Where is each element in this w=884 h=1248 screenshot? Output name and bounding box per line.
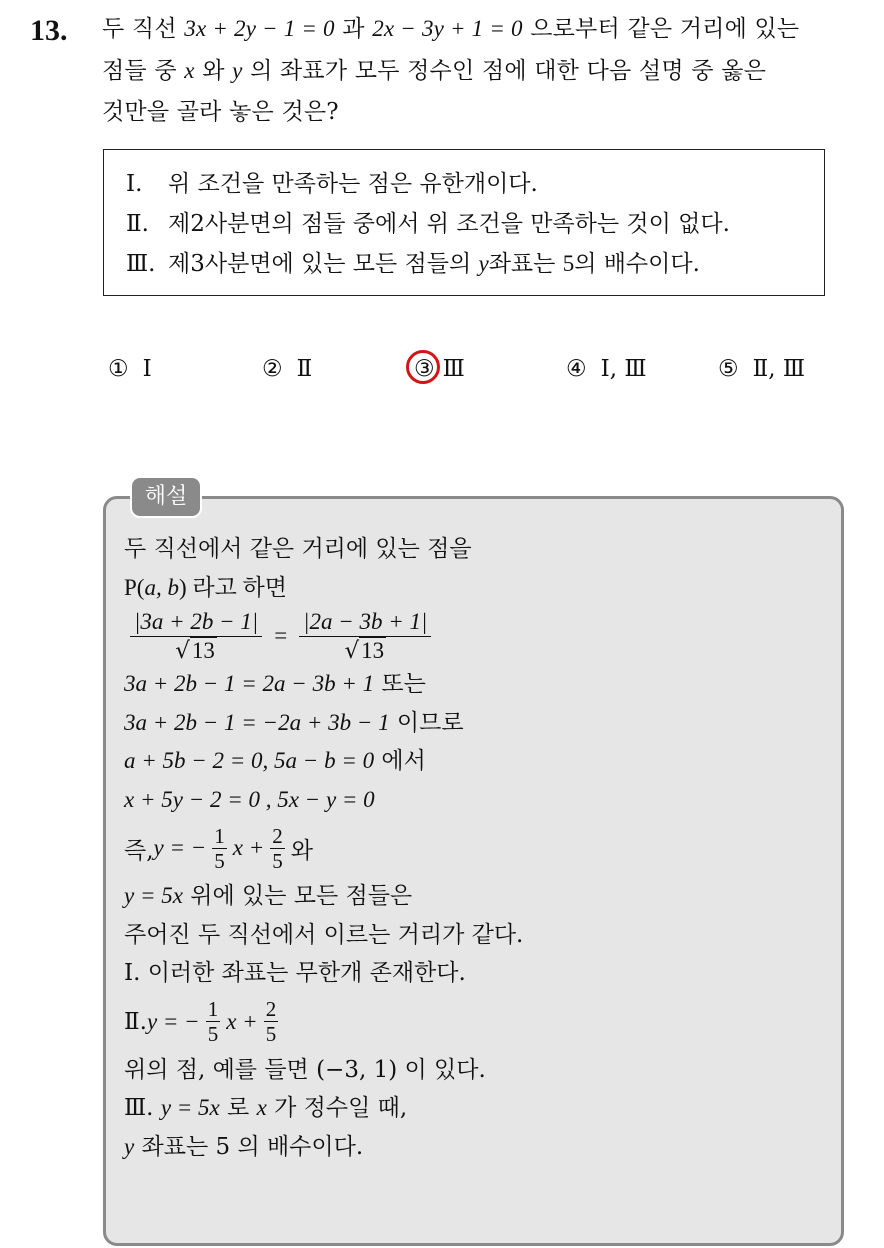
question-number: 13.	[30, 14, 68, 47]
solution-line: 즉, y = − $\frac{1}{5}$ x + $\frac{2}{5}$ 와	[124, 823, 313, 873]
solution-line: a + 5b − 2 = 0, 5a − b = 0 에서	[124, 748, 426, 774]
choice-5[interactable]: ⑤ Ⅱ, Ⅲ	[718, 356, 806, 382]
question-line-1: 두 직선 3x + 2y − 1 = 0 과 2x − 3y + 1 = 0 으로부터 같은 거리에 있는	[102, 16, 800, 42]
conditions-box	[103, 149, 825, 296]
solution-tag: 해설	[130, 476, 202, 518]
choice-3[interactable]: ③ Ⅲ	[414, 356, 465, 382]
condition-3: Ⅲ. 제3사분면에 있는 모든 점들의 y좌표는 5의 배수이다.	[126, 251, 700, 277]
solution-line: 두 직선에서 같은 거리에 있는 점을	[124, 536, 472, 562]
solution-line: 위의 점, 예를 들면 (−3, 1) 이 있다.	[124, 1056, 486, 1083]
solution-line: P(a, b) 라고 하면	[124, 574, 287, 600]
solution-line: y = 5x 위에 있는 모든 점들은	[124, 883, 413, 909]
answer-circle-mark	[406, 350, 440, 384]
question-line-3: 것만을 골라 놓은 것은?	[102, 99, 339, 125]
solution-line: Ⅰ. 이러한 좌표는 무한개 존재한다.	[124, 960, 466, 986]
solution-line: 3a + 2b − 1 = 2a − 3b + 1 또는	[124, 671, 426, 697]
solution-line: x + 5y − 2 = 0 , 5x − y = 0	[124, 786, 375, 812]
question-line-2: 점들 중 x 와 y 의 좌표가 모두 정수인 점에 대한 다음 설명 중 옳은	[102, 58, 767, 84]
solution-body	[124, 530, 824, 1166]
choice-2[interactable]: ② Ⅱ	[262, 356, 313, 382]
problem	[30, 8, 866, 133]
condition-1: Ⅰ. 위 조건을 만족하는 점은 유한개이다.	[126, 171, 538, 197]
solution-line: Ⅱ. y = − $\frac{1}{5}$ x + $\frac{2}{5}$	[124, 997, 277, 1046]
distance-equation: $\frac{|3a + 2b - 1|}{√13}$ = $\frac{|2a - 3b + 1|}{√13}$	[124, 607, 824, 665]
fraction-right: $\frac{|2a - 3b + 1|}{√13}$	[299, 608, 431, 665]
question-text	[102, 8, 866, 133]
answer-choices	[108, 356, 828, 396]
fraction-left: $\frac{|3a + 2b - 1|}{√13}$	[130, 608, 262, 665]
solution-line: 주어진 두 직선에서 이르는 거리가 같다.	[124, 921, 524, 948]
condition-2: Ⅱ. 제2사분면의 점들 중에서 위 조건을 만족하는 것이 없다.	[126, 211, 730, 237]
choice-4[interactable]: ④ Ⅰ, Ⅲ	[566, 356, 647, 382]
choice-1[interactable]: ① Ⅰ	[108, 356, 152, 382]
solution-line: y 좌표는 5 의 배수이다.	[124, 1133, 364, 1160]
solution-line: 3a + 2b − 1 = −2a + 3b − 1 이므로	[124, 709, 464, 736]
solution-line: Ⅲ. y = 5x 로 x 가 정수일 때,	[124, 1095, 408, 1121]
